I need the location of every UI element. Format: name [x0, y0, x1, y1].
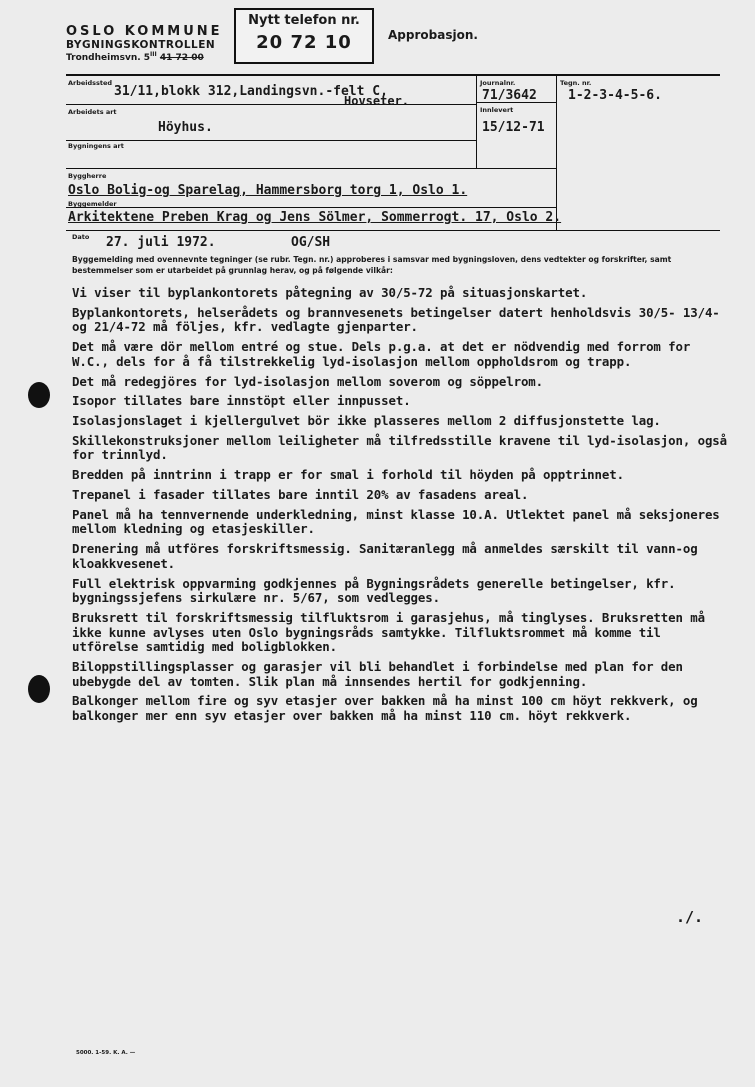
condition-paragraph: Panel må ha tennvernende underkledning, minst klasse 10.A. Utlektet panel må seksjoneres mellom kledning og etasjeskiller.: [72, 506, 728, 537]
continuation-mark: ./.: [676, 908, 704, 926]
value-arbeidssted: 31/11,blokk 312,Landingsvn.-felt C,: [114, 84, 388, 99]
label-journalnr: Journalnr.: [480, 79, 516, 87]
signature-initials: OG/SH: [291, 235, 331, 250]
form-footer-code: 5000. 1-59. K. A. —: [76, 1050, 136, 1056]
org-department: BYGNINGSKONTROLLEN: [66, 39, 216, 51]
value-byggemelder: Arkitektene Preben Krag og Jens Sölmer, Sommerrogt. 17, Oslo 2.: [68, 210, 562, 225]
value-byggherre: Oslo Bolig-og Sparelag, Hammersborg torg 1, Oslo 1.: [68, 183, 468, 198]
label-arbeidets-art: Arbeidets art: [68, 108, 117, 116]
organisation-header: [66, 24, 223, 63]
new-phone-stamp: [234, 8, 374, 64]
value-journalnr: 71/3642: [482, 88, 537, 103]
condition-paragraph: Isolasjonslaget i kjellergulvet bör ikke plasseres mellom 2 diffusjonstette lag.: [72, 413, 661, 429]
punch-hole: [28, 382, 50, 408]
phone-stamp-title: Nytt telefon nr.: [248, 13, 360, 28]
label-byggherre: Byggherre: [68, 172, 107, 180]
condition-paragraph: Isopor tillates bare innstöpt eller innpusset.: [72, 393, 411, 409]
form-rule: [66, 104, 476, 105]
form-rule: [476, 76, 477, 168]
condition-paragraph: Bredden på inntrinn i trapp er for smal i forhold til höyden på opptrinnet.: [72, 467, 624, 483]
document-type: Approbasjon.: [388, 28, 478, 42]
label-dato: Dato: [72, 233, 90, 241]
phone-stamp-number: 20 72 10: [256, 32, 352, 53]
form-rule: [66, 168, 556, 169]
approval-intro: Byggemelding med ovennevnte tegninger (se rubr. Tegn. nr.) approberes i samsvar med bygningsloven, dens vedtekter og forskrifter, samt bestemmelser som er utarbeidet på grunnlag herav, og på følgende vilkår:: [72, 255, 672, 275]
value-arbeidets-art: Höyhus.: [158, 120, 213, 135]
conditions-list: [72, 285, 735, 729]
condition-paragraph: Bruksrett til forskriftsmessig tilfluktsrom i garasjehus, må tinglyses. Bruksretten må ikke kunne avlyses uten Oslo bygningsråds samtykke. Tilfluktsrommet må komme til utförelse samtidig med boligblokken.: [72, 609, 713, 655]
label-arbeidssted: Arbeidssted: [68, 79, 113, 87]
org-address-sup: III: [150, 51, 157, 58]
condition-paragraph: Balkonger mellom fire og syv etasjer over bakken må ha minst 100 cm höyt rekkverk, og balkonger mer enn syv etasjer over bakken må ha minst 110 cm. höyt rekkverk.: [72, 693, 705, 723]
condition-paragraph: Drenering må utföres forskriftsmessig. Sanitæranlegg må anmeldes særskilt til vann-og kloakkvesenet.: [72, 541, 705, 571]
label-tegn-nr: Tegn. nr.: [560, 79, 592, 87]
condition-paragraph: Full elektrisk oppvarming godkjennes på Bygningsrådets generelle betingelser, kfr. bygningssjefens sirkulære nr. 5/67, som vedlegges.: [72, 575, 683, 606]
form-rule: [66, 230, 720, 231]
org-address: [66, 51, 223, 63]
form-rule: [66, 140, 476, 141]
condition-paragraph: Byplankontorets, helserådets og brannvesenets betingelser datert henholdsvis 30/5- 13/4- og 21/4-72 må följes, kfr. vedlagte gjenparter.: [72, 304, 728, 335]
value-innlevert: 15/12-71: [482, 120, 545, 135]
condition-paragraph: Biloppstillingsplasser og garasjer vil bli behandlet i forbindelse med plan for den ubebygde del av tomten. Slik plan må innsendes hertil for godkjenning.: [72, 658, 691, 689]
condition-paragraph: Trepanel i fasader tillates bare inntil 20% av fasadens areal.: [72, 487, 529, 503]
form-grid: [66, 74, 720, 232]
org-address-old-phone: 41 72 00: [159, 53, 204, 63]
org-name: OSLO KOMMUNE: [66, 24, 223, 39]
form-rule: [556, 76, 557, 207]
condition-paragraph: Det må være dör mellom entré og stue. Dels p.g.a. at det er nödvendig med forrom for W.C., dels for å få tilstrekkelig lyd-isolasjon mellom oppholdsrom og trapp.: [72, 339, 698, 369]
label-bygningens-art: Bygningens art: [68, 142, 124, 150]
form-rule: [66, 207, 556, 208]
condition-paragraph: Skillekonstruksjoner mellom leiligheter må tilfredsstille kravene til lyd-isolasjon, også for trinnlyd.: [72, 432, 735, 463]
value-dato: 27. juli 1972.: [106, 235, 216, 250]
org-address-street: Trondheimsvn. 5: [66, 53, 151, 63]
value-tegn-nr: 1-2-3-4-5-6.: [568, 88, 662, 103]
date-row: [72, 233, 712, 255]
condition-paragraph: Vi viser til byplankontorets påtegning av 30/5-72 på situasjonskartet.: [72, 285, 588, 300]
value-arbeidssted-line2: Hovseter.: [344, 94, 410, 108]
label-innlevert: Innlevert: [480, 106, 514, 114]
punch-hole: [28, 675, 50, 703]
condition-paragraph: Det må redegjöres for lyd-isolasjon mellom soverom og söppelrom.: [72, 373, 544, 389]
label-byggemelder: Byggemelder: [68, 200, 117, 208]
